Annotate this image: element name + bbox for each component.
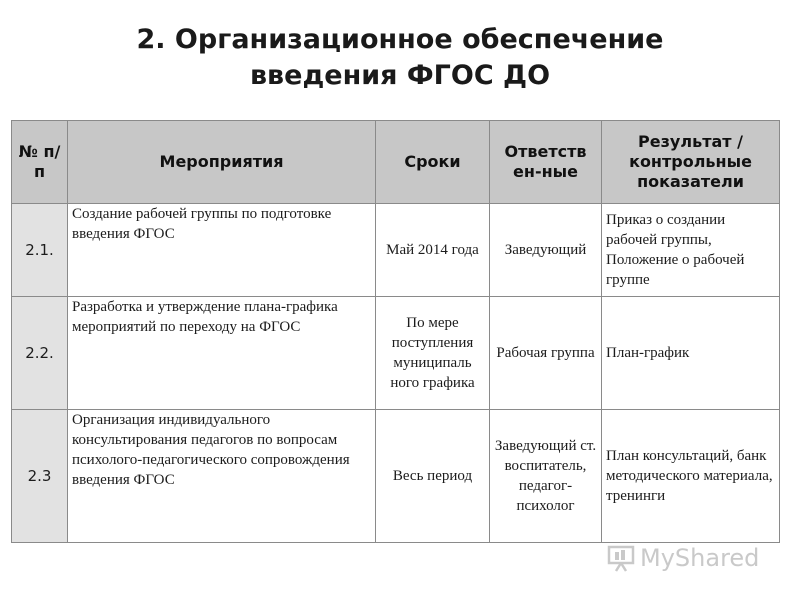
row-responsible: Рабочая группа	[490, 297, 602, 410]
table-header-row	[12, 121, 780, 204]
row-deadline: По мере поступления муниципаль ного графика	[376, 297, 490, 410]
title-line-1: 2. Организационное обеспечение	[136, 24, 664, 55]
slide-title	[0, 22, 800, 94]
watermark-logo	[606, 538, 766, 578]
row-event: Организация индивидуального консультирования педагогов по вопросам психолого-педагогического сопровождения введения ФГОС	[68, 410, 376, 543]
row-deadline: Весь период	[376, 410, 490, 543]
row-responsible: Заведующий	[490, 204, 602, 297]
row-responsible: Заведующий ст. воспитатель, педагог-психолог	[490, 410, 602, 543]
plan-table	[11, 120, 780, 543]
row-result: План-график	[602, 297, 780, 410]
row-result: План консультаций, банк методического материала, тренинги	[602, 410, 780, 543]
presentation-icon	[606, 543, 636, 573]
header-num: № п/п	[12, 121, 68, 204]
header-responsible: Ответств ен-ные	[490, 121, 602, 204]
header-deadline: Сроки	[376, 121, 490, 204]
row-event: Разработка и утверждение плана-графика мероприятий по переходу на ФГОС	[68, 297, 376, 410]
row-number: 2.3	[12, 410, 68, 543]
row-result: Приказ о создании рабочей группы, Положение о рабочей группе	[602, 204, 780, 297]
row-number: 2.2.	[12, 297, 68, 410]
table-row	[12, 204, 780, 297]
table-row	[12, 297, 780, 410]
title-line-2: введения ФГОС ДО	[249, 60, 551, 91]
row-number: 2.1.	[12, 204, 68, 297]
header-result: Результат / контрольные показатели	[602, 121, 780, 204]
watermark-text: MyShared	[640, 544, 760, 572]
row-deadline: Май 2014 года	[376, 204, 490, 297]
table-row	[12, 410, 780, 543]
row-event: Создание рабочей группы по подготовке введения ФГОС	[68, 204, 376, 297]
header-event: Мероприятия	[68, 121, 376, 204]
